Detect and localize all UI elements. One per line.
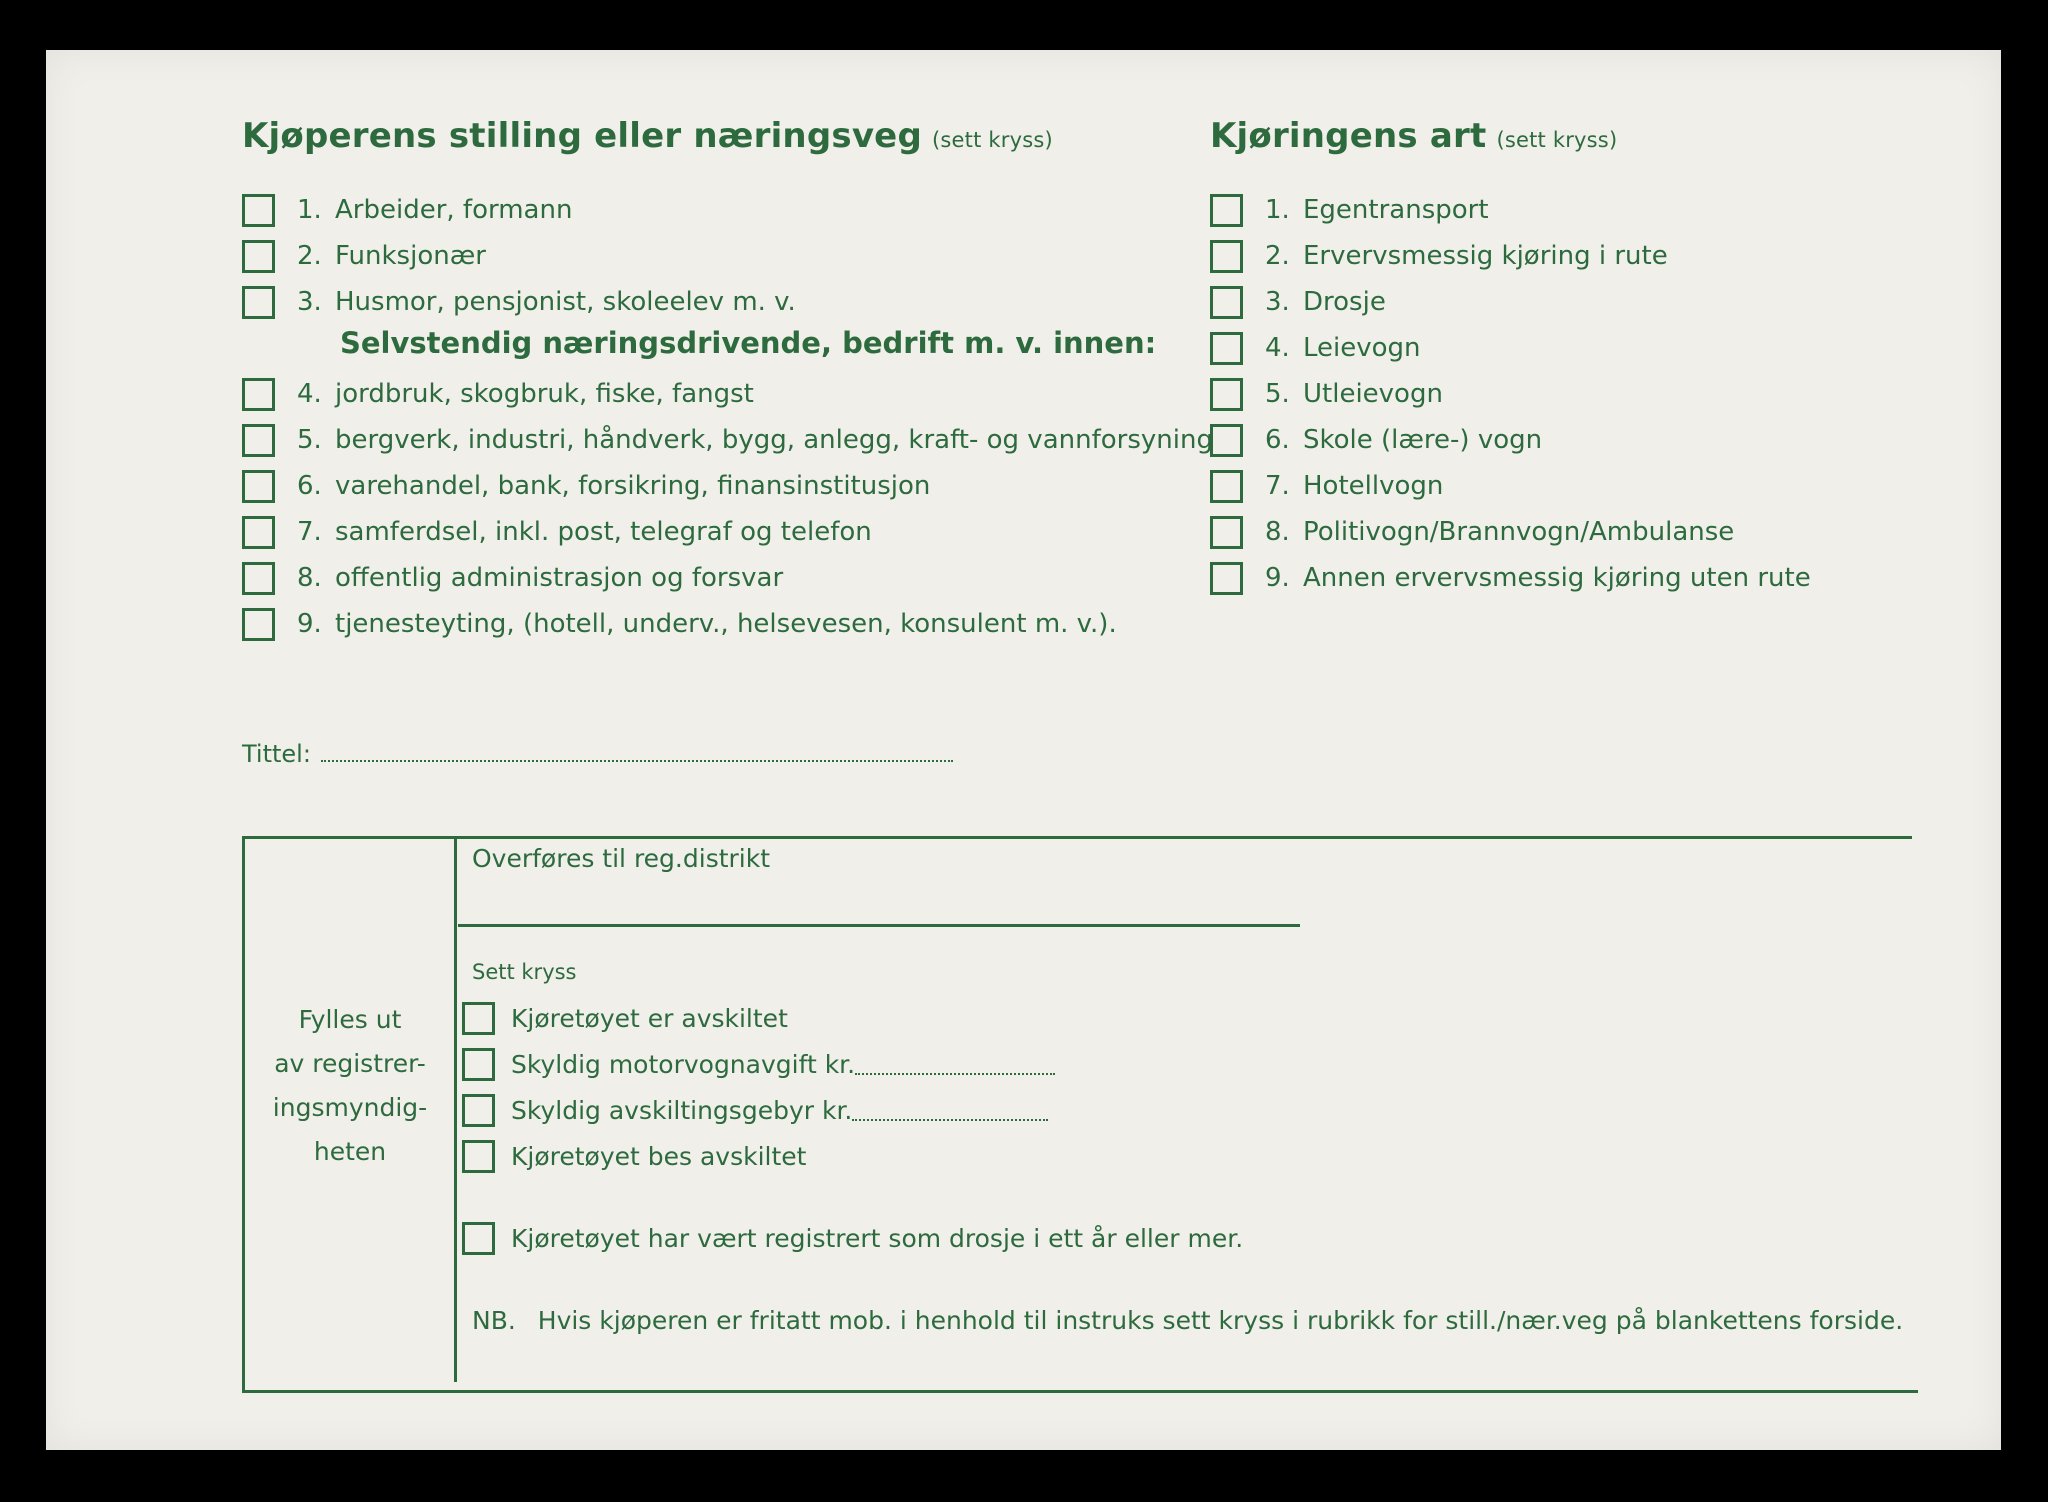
occupation-option-6[interactable] (242, 466, 930, 506)
checkbox[interactable] (462, 1094, 495, 1127)
option-number: 8. (297, 563, 322, 593)
driving-option-1[interactable] (1210, 190, 1489, 230)
option-number: 9. (297, 609, 322, 639)
checkbox[interactable] (242, 240, 275, 273)
driving-option-3[interactable] (1210, 282, 1386, 322)
occupation-option-5[interactable] (242, 420, 1213, 460)
option-label: Utleievogn (1303, 379, 1443, 409)
buyer-occupation-title: Kjøperens stilling eller næringsveg (242, 116, 922, 156)
option-label: bergverk, industri, håndverk, bygg, anlegg, kraft- og vannforsyning (335, 425, 1213, 455)
driving-type-note: (sett kryss) (1496, 128, 1618, 152)
checkbox[interactable] (242, 424, 275, 457)
check-owed-motor-tax[interactable] (462, 1044, 1055, 1084)
option-label: Arbeider, formann (335, 195, 573, 225)
checkbox[interactable] (462, 1048, 495, 1081)
driving-option-8[interactable] (1210, 512, 1734, 552)
title-dotted-line[interactable] (321, 760, 953, 762)
checkbox[interactable] (1210, 332, 1243, 365)
option-label: Ervervsmessig kjøring i rute (1303, 241, 1668, 271)
checkbox[interactable] (1210, 240, 1243, 273)
checkbox[interactable] (242, 470, 275, 503)
option-label: Funksjonær (335, 241, 486, 271)
check-label: Kjøretøyet har vært registrert som drosje i ett år eller mer. (511, 1223, 1244, 1253)
option-number: 2. (1265, 241, 1290, 271)
checkbox[interactable] (462, 1002, 495, 1035)
check-label: Skyldig motorvognavgift kr. (511, 1049, 856, 1079)
option-number: 3. (1265, 287, 1290, 317)
occupation-option-8[interactable] (242, 558, 783, 598)
option-label: tjenesteyting, (hotell, underv., helsevesen, konsulent m. v.). (335, 609, 1117, 639)
box-left-line (242, 836, 245, 1392)
option-label: Husmor, pensjonist, skoleelev m. v. (335, 287, 796, 317)
checkbox[interactable] (1210, 378, 1243, 411)
option-number: 5. (1265, 379, 1290, 409)
option-label: Leievogn (1303, 333, 1421, 363)
option-number: 4. (297, 379, 322, 409)
check-request-deregistration[interactable] (462, 1136, 806, 1176)
occupation-option-1[interactable] (242, 190, 572, 230)
side-label-line: heten (313, 1137, 387, 1166)
option-number: 7. (1265, 471, 1290, 501)
checkbox[interactable] (242, 516, 275, 549)
driving-type-heading (1210, 116, 1617, 156)
option-label: jordbruk, skogbruk, fiske, fangst (335, 379, 754, 409)
checkbox[interactable] (462, 1140, 495, 1173)
option-number: 9. (1265, 563, 1290, 593)
option-number: 8. (1265, 517, 1290, 547)
self-employed-subheading: Selvstendig næringsdrivende, bedrift m. v. innen: (340, 326, 1157, 360)
option-number: 7. (297, 517, 322, 547)
checkbox[interactable] (1210, 470, 1243, 503)
driving-option-2[interactable] (1210, 236, 1668, 276)
option-number: 1. (297, 195, 322, 225)
option-number: 3. (297, 287, 322, 317)
check-registered-as-taxi[interactable] (462, 1218, 1243, 1258)
option-number: 1. (1265, 195, 1290, 225)
option-label: Annen ervervsmessig kjøring uten rute (1303, 563, 1811, 593)
option-number: 2. (297, 241, 322, 271)
occupation-option-2[interactable] (242, 236, 486, 276)
driving-option-4[interactable] (1210, 328, 1421, 368)
box-bottom-line (242, 1390, 1918, 1393)
side-label-line: ingsmyndig- (272, 1093, 428, 1122)
option-label: Skole (lære-) vogn (1303, 425, 1543, 455)
nb-text: Hvis kjøperen er fritatt mob. i henhold til instruks sett kryss i rubrikk for still./nær.veg på blankettens forside. (537, 1306, 1904, 1335)
option-number: 5. (297, 425, 322, 455)
sett-kryss-label: Sett kryss (472, 960, 577, 984)
box-divider-line (454, 836, 457, 1382)
option-label: Drosje (1303, 287, 1386, 317)
amount-dotted-line[interactable] (855, 1073, 1055, 1075)
option-number: 6. (1265, 425, 1290, 455)
option-number: 4. (1265, 333, 1290, 363)
transfer-district-label: Overføres til reg.distrikt (472, 844, 771, 873)
checkbox[interactable] (242, 562, 275, 595)
checkbox[interactable] (1210, 562, 1243, 595)
amount-dotted-line[interactable] (852, 1119, 1048, 1121)
check-vehicle-deregistered[interactable] (462, 998, 788, 1038)
registry-authority-label (246, 998, 454, 1174)
nb-note (472, 1306, 1922, 1335)
occupation-option-9[interactable] (242, 604, 1117, 644)
side-label-line: Fylles ut (298, 1005, 402, 1034)
check-label: Skyldig avskiltingsgebyr kr. (511, 1095, 853, 1125)
option-label: offentlig administrasjon og forsvar (335, 563, 784, 593)
occupation-option-3[interactable] (242, 282, 796, 322)
buyer-occupation-heading (242, 116, 1053, 156)
occupation-option-7[interactable] (242, 512, 872, 552)
option-label: Politivogn/Brannvogn/Ambulanse (1303, 517, 1735, 547)
option-label: samferdsel, inkl. post, telegraf og telefon (335, 517, 872, 547)
nb-prefix: NB. (472, 1306, 516, 1335)
title-field[interactable] (242, 740, 953, 768)
transfer-district-line[interactable] (458, 924, 1300, 927)
checkbox[interactable] (1210, 286, 1243, 319)
option-label: Hotellvogn (1303, 471, 1444, 501)
driving-option-5[interactable] (1210, 374, 1443, 414)
option-label: varehandel, bank, forsikring, finansinstitusjon (335, 471, 931, 501)
checkbox[interactable] (462, 1222, 495, 1255)
driving-type-title: Kjøringens art (1210, 116, 1487, 156)
checkbox[interactable] (242, 378, 275, 411)
driving-option-6[interactable] (1210, 420, 1542, 460)
occupation-option-4[interactable] (242, 374, 754, 414)
driving-option-9[interactable] (1210, 558, 1811, 598)
checkbox[interactable] (242, 608, 275, 641)
box-top-line (242, 836, 1912, 839)
option-label: Egentransport (1303, 195, 1489, 225)
buyer-occupation-note: (sett kryss) (931, 128, 1053, 152)
checkbox[interactable] (242, 286, 275, 319)
title-label: Tittel: (242, 740, 311, 768)
option-number: 6. (297, 471, 322, 501)
checkbox[interactable] (1210, 516, 1243, 549)
driving-option-7[interactable] (1210, 466, 1443, 506)
check-label: Kjøretøyet bes avskiltet (511, 1141, 807, 1171)
checkbox[interactable] (1210, 424, 1243, 457)
check-owed-deregistration-fee[interactable] (462, 1090, 1048, 1130)
side-label-line: av registrer- (274, 1049, 426, 1078)
form-sheet (46, 50, 2001, 1450)
checkbox[interactable] (1210, 194, 1243, 227)
checkbox[interactable] (242, 194, 275, 227)
check-label: Kjøretøyet er avskiltet (511, 1003, 788, 1033)
